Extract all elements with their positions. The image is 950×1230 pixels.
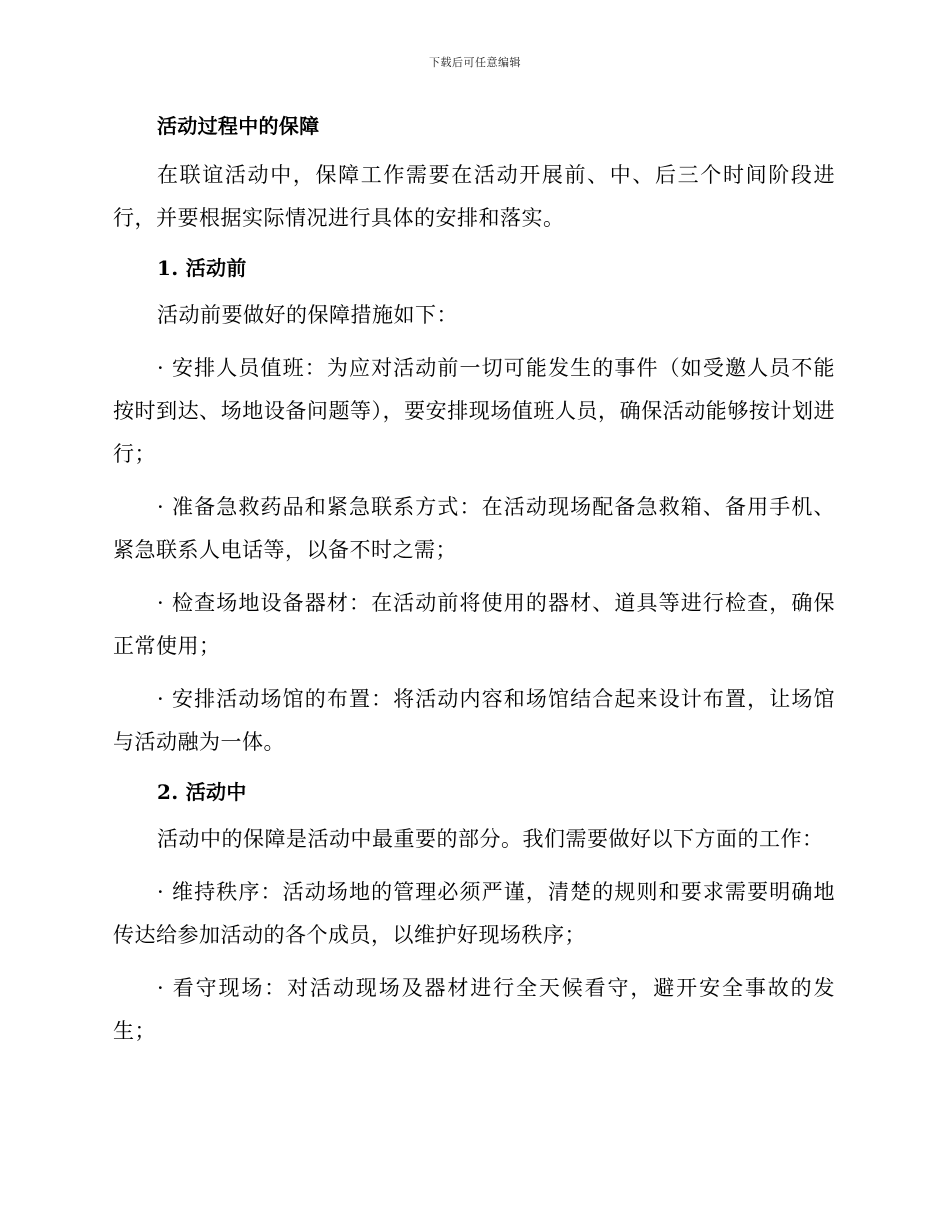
list-item-guard-site: · 看守现场：对活动现场及器材进行全天候看守，避开安全事故的发生； — [113, 976, 835, 1043]
intro-paragraph: 在联谊活动中，保障工作需要在活动开展前、中、后三个时间阶段进行，并要根据实际情况进行具体的安排和落实。 — [113, 163, 835, 230]
section-lead-before: 活动前要做好的保障措施如下： — [157, 303, 458, 327]
section-heading-during: 2. 活动中 — [157, 780, 247, 804]
list-item-equipment-check: · 检查场地设备器材：在活动前将使用的器材、道具等进行检查，确保正常使用； — [113, 591, 835, 658]
list-item-duty-staff: · 安排人员值班：为应对活动前一切可能发生的事件（如受邀人员不能按时到达、场地设备问题等），要安排现场值班人员，确保活动能够按计划进行； — [113, 356, 835, 466]
section-heading-before: 1. 活动前 — [157, 256, 247, 280]
header-note: 下载后可任意编辑 — [429, 56, 521, 69]
document-body — [113, 110, 835, 1053]
list-item-first-aid: · 准备急救药品和紧急联系方式：在活动现场配备急救箱、备用手机、紧急联系人电话等，以备不时之需； — [113, 495, 835, 562]
list-item-order: · 维持秩序：活动场地的管理必须严谨，清楚的规则和要求需要明确地传达给参加活动的各个成员，以维护好现场秩序； — [113, 880, 835, 947]
document-title: 活动过程中的保障 — [157, 114, 320, 138]
section-lead-during: 活动中的保障是活动中最重要的部分。我们需要做好以下方面的工作： — [157, 827, 824, 851]
list-item-venue-layout: · 安排活动场馆的布置：将活动内容和场馆结合起来设计布置，让场馆与活动融为一体。 — [113, 687, 835, 754]
